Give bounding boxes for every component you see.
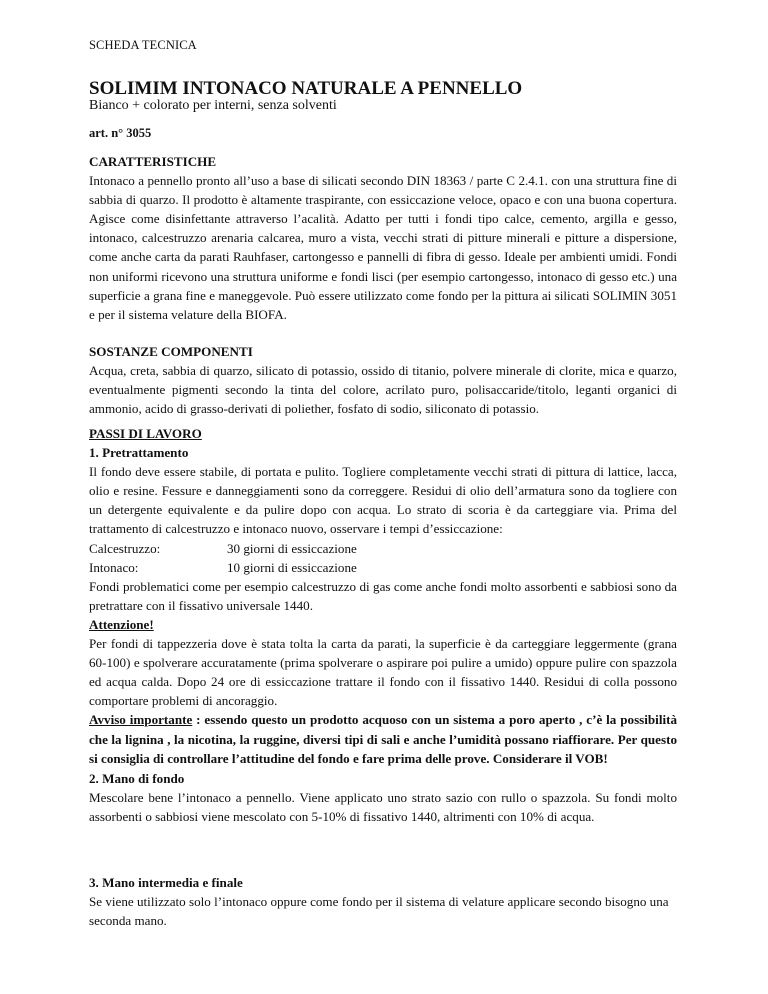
text-problematici: Fondi problematici come per esempio calcestruzzo di gas come anche fondi molto assorbenti e sabbiosi sono da pretrattare con il fissativo universale 1440. — [89, 578, 677, 613]
heading-attenzione: Attenzione! — [89, 616, 154, 632]
avviso-label: Avviso importante — [89, 712, 193, 728]
section-passi — [89, 424, 677, 768]
drying-row — [89, 558, 677, 577]
running-head: SCHEDA TECNICA — [89, 38, 197, 52]
section-sostanze — [89, 342, 677, 418]
heading-passi: PASSI DI LAVORO — [89, 426, 202, 441]
section-caratteristiche — [89, 152, 677, 324]
article-number: art. n° 3055 — [89, 126, 152, 140]
drying-label: Calcestruzzo: — [89, 540, 161, 556]
drying-row — [89, 539, 677, 558]
text-sostanze: Acqua, creta, sabbia di quarzo, silicato di potassio, ossido di titanio, polvere minerale di clorite, mica e quarzo, eventualmente pigmenti secondo la tinta del colore, acrilato puro, polisaccaride/titolo, leganti organici di ammonio, acido di grasso-derivati di poliether, fosfato di sodio, siliconato di potassio. — [89, 363, 677, 417]
page-subtitle: Bianco + colorato per interni, senza solventi — [89, 98, 337, 113]
text-attenzione: Per fondi di tappezzeria dove è stata tolta la carta da parati, la superficie è da carteggiare leggermente (grana 60-100) e spolverare accuratamente (prima spolverare o aspirare poi pulire a umido) oppure pulire con spazzola ed acqua calda. Dopo 24 ore di essiccazione trattare il fondo con il fissativo 1440. Residui di colla possono comportare problemi di ancoraggio. — [89, 636, 677, 709]
heading-caratteristiche: CARATTERISTICHE — [89, 154, 217, 169]
section-mano-fondo — [89, 769, 677, 826]
heading-pretrattamento: 1. Pretrattamento — [89, 445, 189, 461]
text-pretrattamento: Il fondo deve essere stabile, di portata e pulito. Togliere completamente vecchi strati di pittura di lattice, lacca, olio e resine. Fessure e danneggiamenti sono da correggere. Residui di olio dell’armatura sono da togliere con un detergente equivalente e da pulire dopo con acqua. Lo strato di scoria è da carteggiare via. Prima del trattamento di calcestruzzo e intonaco nuovo, osservare i tempi d’essiccazione: — [89, 464, 677, 537]
avviso-text: : essendo questo un prodotto acquoso con un sistema a poro aperto , c’è la possibilità che la lignina , la nicotina, la ruggine, diversi tipi di sali e anche l’umidità possano riaffiorare. Per questo si consiglia di controllare l’attitudine del fondo e fare prima delle prove. Considerare il VOB! — [89, 712, 677, 766]
drying-label: Intonaco: — [89, 559, 139, 575]
text-caratteristiche: Intonaco a pennello pronto all’uso a base di silicati secondo DIN 18363 / parte C 2.4.1. con una struttura fine di sabbia di quarzo. Il prodotto è altamente traspirante, con essiccazione veloce, opaco e con una buona copertura. Agisce come disinfettante attraverso l’acalità. Adatto per tutti i fondi tipo calce, cemento, argilla e gesso, intonaco, calcestruzzo arenaria calcarea, muro a vista, vecchi strati di pitture minerali e pitture a dispersione, come anche carta da parati Rauhfaser, cartongesso e pannelli di fibra di gesso. Ideale per ambienti umidi. Fondi non uniformi ricevono una struttura uniforme e fondi lisci (per esempio cartongesso, intonaco di gesso etc.) una superficie a grana fine e maneggevole. Può essere utilizzato come fondo per la pittura ai silicati SOLIMIN 3051 e per il sistema velature della BIOFA. — [89, 173, 677, 322]
section-mano-finale — [89, 873, 677, 930]
text-mano-finale: Se viene utilizzato solo l’intonaco oppure come fondo per il sistema di velature applicare secondo bisogno una seconda mano. — [89, 894, 669, 929]
page-title: SOLIMIM INTONACO NATURALE A PENNELLO — [89, 78, 523, 99]
heading-mano-fondo: 2. Mano di fondo — [89, 771, 185, 786]
avviso-importante — [89, 710, 677, 767]
text-mano-fondo: Mescolare bene l’intonaco a pennello. Viene applicato uno strato sazio con rullo o spazzola. Su fondi molto assorbenti o sabbiosi viene mescolato con 5-10% di fissativo 1440, altrimenti con 10% di acqua. — [89, 790, 677, 825]
heading-sostanze: SOSTANZE COMPONENTI — [89, 344, 253, 359]
drying-value: 30 giorni di essiccazione — [227, 540, 357, 556]
drying-value: 10 giorni di essiccazione — [227, 559, 357, 575]
heading-mano-finale: 3. Mano intermedia e finale — [89, 875, 243, 890]
